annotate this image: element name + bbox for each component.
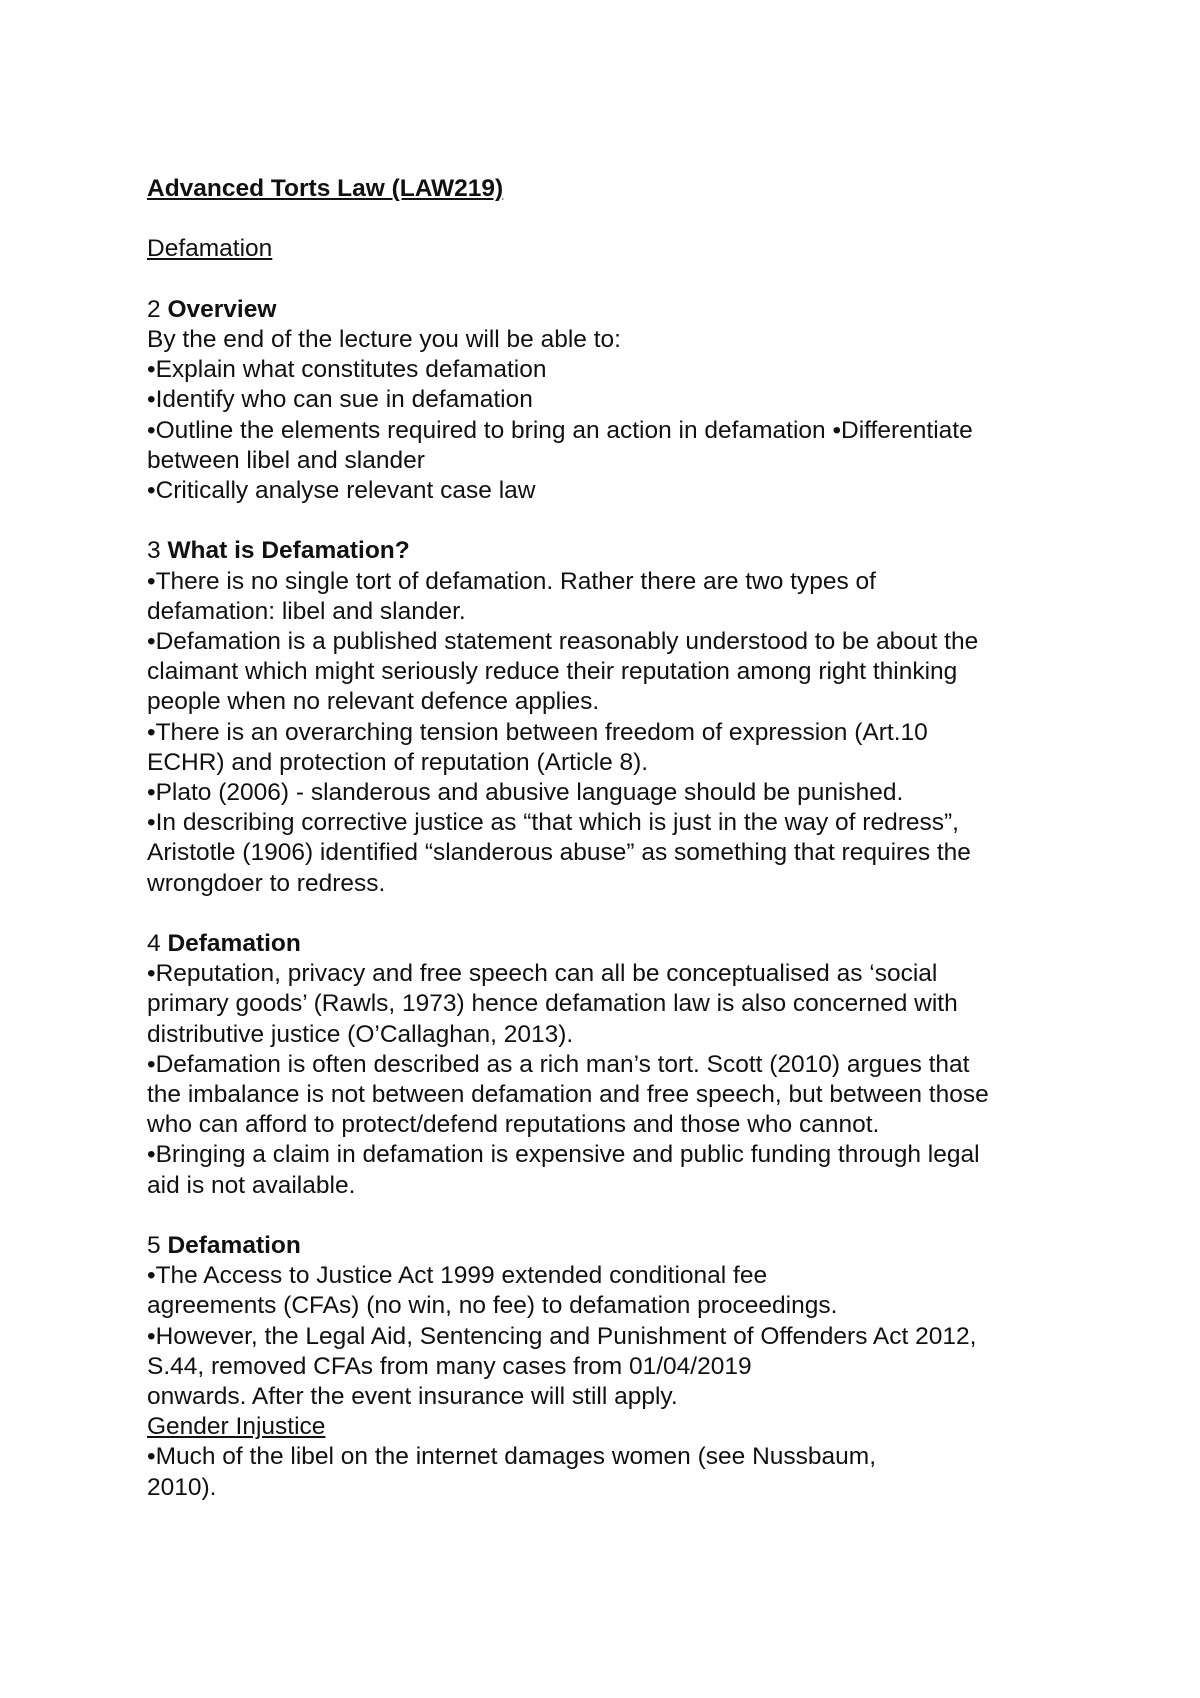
- text-line: who can afford to protect/defend reputations and those who cannot.: [147, 1111, 880, 1139]
- section-number: 5: [147, 1232, 168, 1260]
- section-heading-4: [147, 929, 1077, 959]
- text-line: aid is not available.: [147, 1171, 356, 1199]
- section-title: Defamation: [167, 1232, 301, 1260]
- section-heading-2: [147, 295, 1077, 325]
- text-line: Aristotle (1906) identified “slanderous abuse” as something that requires the: [147, 839, 971, 867]
- bullet-item: •Critically analyse relevant case law: [147, 477, 536, 504]
- text-line: wrongdoer to redress.: [147, 869, 386, 897]
- section-title: What is Defamation?: [167, 537, 410, 565]
- bullet-item: •Defamation is often described as a rich man’s tort. Scott (2010) argues that: [147, 1050, 970, 1078]
- section-number: 2: [147, 295, 168, 323]
- section-number: 3: [147, 537, 168, 565]
- bullet-item: •Defamation is a published statement reasonably understood to be about the: [147, 628, 979, 655]
- text-line: agreements (CFAs) (no win, no fee) to defamation proceedings.: [147, 1292, 838, 1320]
- bullet-item: •There is no single tort of defamation. Rather there are two types of: [147, 567, 876, 595]
- text-line: distributive justice (O’Callaghan, 2013).: [147, 1020, 574, 1048]
- text-line: onwards. After the event insurance will still apply.: [147, 1383, 678, 1411]
- text-line: S.44, removed CFAs from many cases from 01/04/2019: [147, 1352, 752, 1380]
- bullet-item: •Bringing a claim in defamation is expensive and public funding through legal: [147, 1141, 980, 1169]
- document-body: [147, 174, 1077, 1503]
- bullet-item: •Identify who can sue in defamation: [147, 386, 533, 414]
- bullet-item: •Reputation, privacy and free speech can all be conceptualised as ‘social: [147, 960, 938, 988]
- text-line: claimant which might seriously reduce their reputation among right thinking: [147, 658, 958, 686]
- text-line: 2010).: [147, 1473, 217, 1501]
- bullet-item: •The Access to Justice Act 1999 extended conditional fee: [147, 1262, 768, 1290]
- text-line: defamation: libel and slander.: [147, 597, 466, 625]
- bullet-item: •Much of the libel on the internet damages women (see Nussbaum,: [147, 1443, 876, 1471]
- text-line: By the end of the lecture you will be able to:: [147, 325, 621, 353]
- document-title: Advanced Torts Law (LAW219): [147, 175, 504, 202]
- spacer: [147, 1201, 1077, 1231]
- section-heading-5: [147, 1231, 1077, 1261]
- bullet-item: •Explain what constitutes defamation: [147, 356, 547, 384]
- subheading-gender-injustice: Gender Injustice: [147, 1413, 326, 1441]
- spacer: [147, 506, 1077, 536]
- section-heading-3: [147, 536, 1077, 566]
- text-line: ECHR) and protection of reputation (Article 8).: [147, 748, 649, 776]
- bullet-item: •In describing corrective justice as “that which is just in the way of redress”,: [147, 809, 959, 837]
- spacer: [147, 265, 1077, 295]
- spacer: [147, 899, 1077, 929]
- section-title: Overview: [167, 295, 277, 323]
- document-topic: Defamation: [147, 235, 273, 263]
- section-title: Defamation: [167, 930, 301, 958]
- text-line: the imbalance is not between defamation and free speech, but between those: [147, 1081, 989, 1109]
- section-number: 4: [147, 930, 168, 958]
- bullet-item: •Plato (2006) - slanderous and abusive language should be punished.: [147, 779, 904, 807]
- bullet-item: •Outline the elements required to bring an action in defamation •Differentiate: [147, 416, 973, 444]
- spacer: [147, 204, 1077, 234]
- bullet-item: •However, the Legal Aid, Sentencing and Punishment of Offenders Act 2012,: [147, 1322, 977, 1350]
- text-line: primary goods’ (Rawls, 1973) hence defamation law is also concerned with: [147, 990, 958, 1018]
- text-line: people when no relevant defence applies.: [147, 688, 600, 716]
- text-line: between libel and slander: [147, 446, 425, 474]
- bullet-item: •There is an overarching tension between freedom of expression (Art.10: [147, 718, 928, 746]
